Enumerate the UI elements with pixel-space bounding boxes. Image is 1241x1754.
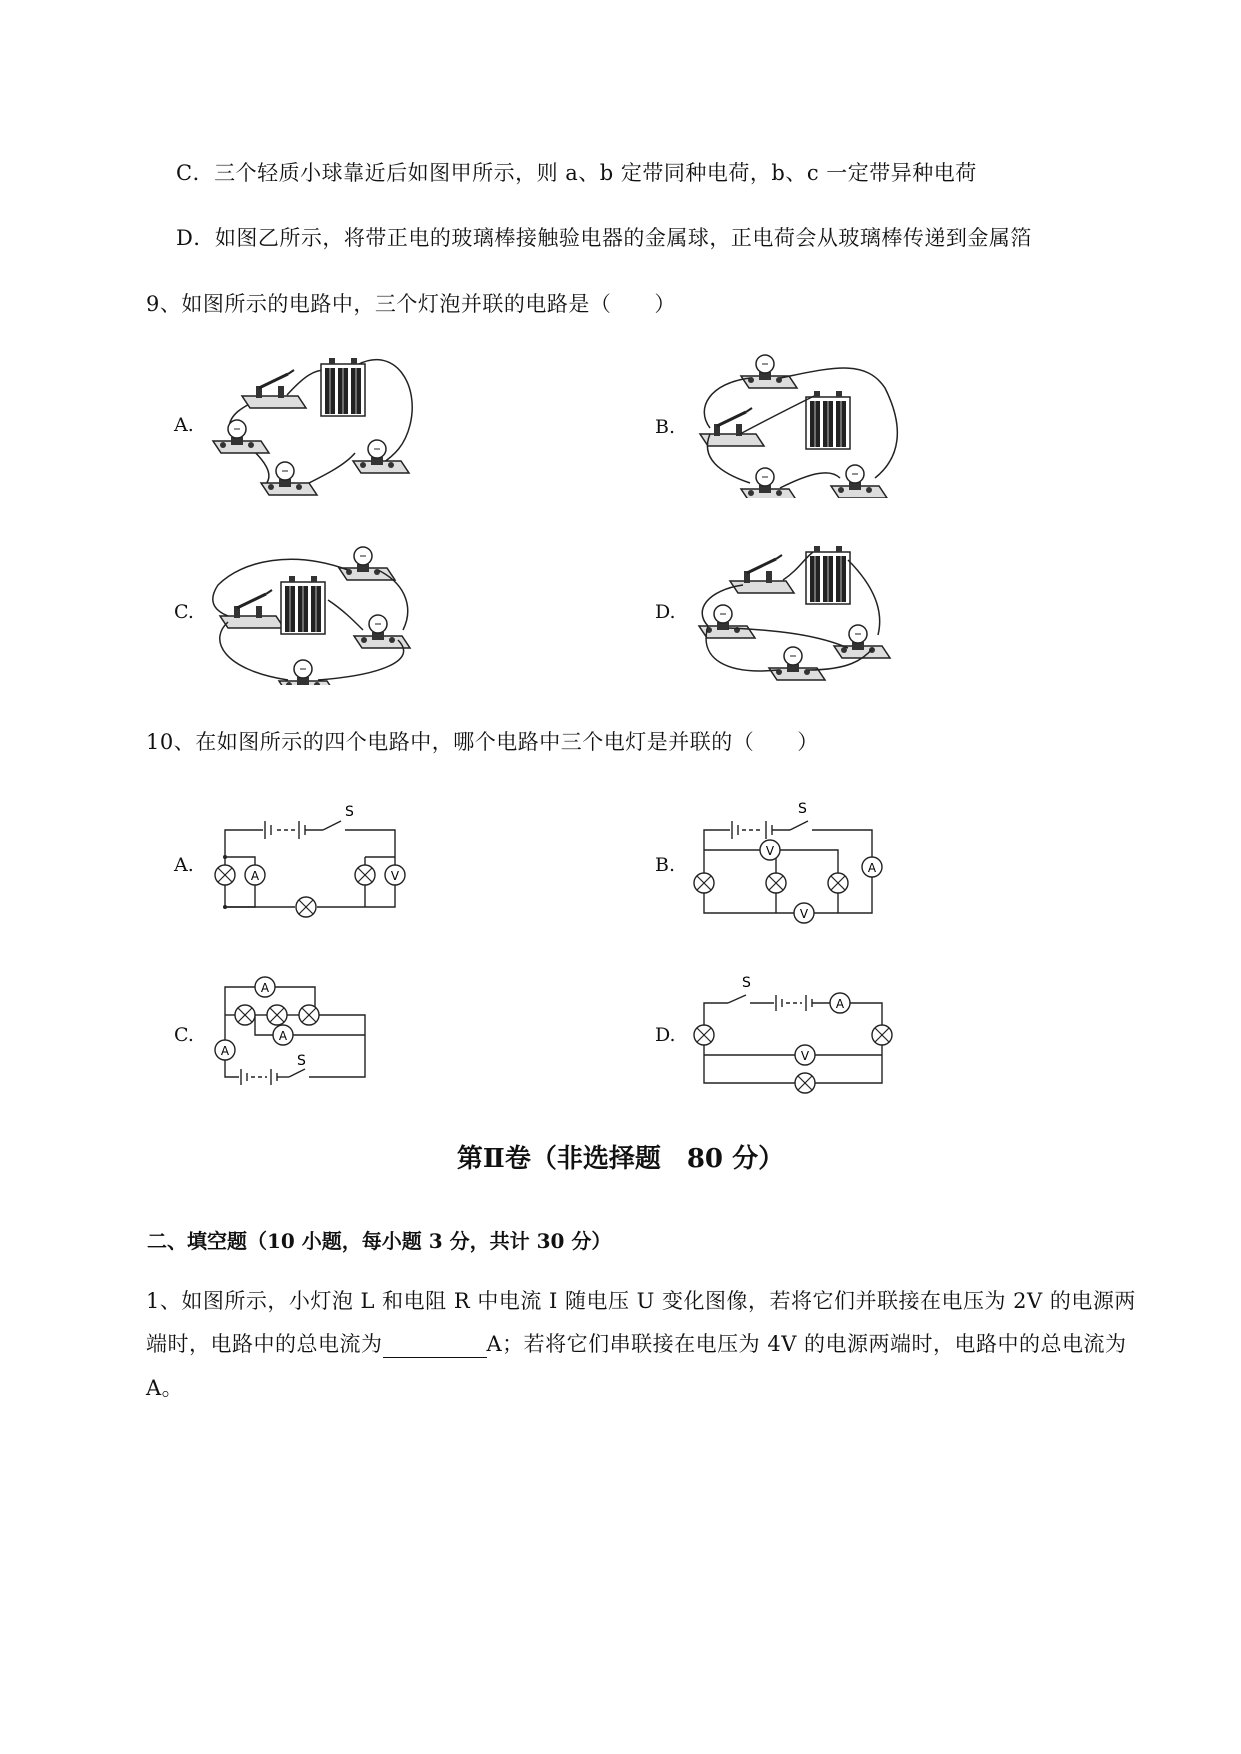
answer-blank-1[interactable] bbox=[383, 1335, 487, 1358]
q9-figure-d bbox=[688, 530, 903, 690]
knife-switch-icon bbox=[220, 590, 284, 628]
ammeter-label: A bbox=[278, 1029, 288, 1043]
q8-option-d: D．如图乙所示，将带正电的玻璃棒接触验电器的金属球，正电荷会从玻璃棒传递到金属箔 bbox=[176, 226, 1032, 250]
q9-stem: 9、如图所示的电路中，三个灯泡并联的电路是（ ） bbox=[146, 292, 676, 316]
switch-label: S bbox=[297, 1053, 306, 1069]
bulb-icon bbox=[279, 660, 335, 685]
battery-icon bbox=[806, 391, 850, 449]
q8-option-c: C．三个轻质小球靠近后如图甲所示，则 a、b 定带同种电荷，b、c 一定带异种电荷 bbox=[176, 161, 977, 185]
q9-option-d-label: D. bbox=[655, 601, 676, 623]
q10-figure-d bbox=[690, 965, 905, 1095]
lamp-icon bbox=[299, 1005, 319, 1025]
q9-option-b-label: B. bbox=[655, 416, 676, 438]
fill1-line1: 1、如图所示，小灯泡 L 和电阻 R 中电流 I 随电压 U 变化图像，若将它们并联接在电压为 2V 的电源两 bbox=[146, 1289, 1136, 1313]
lamp-icon bbox=[766, 873, 786, 893]
q10-option-c-label: C. bbox=[174, 1024, 194, 1046]
ammeter-label: A bbox=[867, 861, 877, 875]
q10-option-b-label: B. bbox=[655, 854, 676, 876]
fill1-line2 bbox=[146, 1328, 1127, 1358]
lamp-icon bbox=[795, 1073, 815, 1093]
q9-figure-b bbox=[690, 348, 905, 498]
knife-switch-icon bbox=[730, 555, 794, 593]
bulb-icon bbox=[213, 420, 269, 453]
bulb-icon bbox=[834, 625, 890, 658]
q10-figure-b bbox=[690, 795, 900, 930]
q9-figure-c bbox=[203, 530, 423, 685]
q9-option-c-label: C. bbox=[174, 601, 194, 623]
fill1-line2-start: 端时，电路中的总电流为 bbox=[146, 1332, 383, 1356]
lamp-icon bbox=[296, 897, 316, 917]
ammeter-label: A bbox=[260, 981, 270, 995]
lamp-icon bbox=[694, 873, 714, 893]
bulb-icon bbox=[699, 605, 755, 638]
battery-icon bbox=[281, 576, 325, 634]
fill1-line3: A。 bbox=[146, 1376, 184, 1400]
q10-figure-c bbox=[205, 965, 380, 1090]
ammeter-label: A bbox=[835, 997, 845, 1011]
section-heading: 二、填空题（10 小题，每小题 3 分，共计 30 分） bbox=[147, 1229, 612, 1253]
q10-stem: 10、在如图所示的四个电路中，哪个电路中三个电灯是并联的（ ） bbox=[146, 730, 819, 754]
switch-label: S bbox=[798, 801, 807, 817]
bulb-icon bbox=[741, 355, 797, 388]
voltmeter-label: V bbox=[800, 1049, 810, 1063]
lamp-icon bbox=[828, 873, 848, 893]
voltmeter-label: V bbox=[390, 869, 400, 883]
switch-label: S bbox=[742, 975, 751, 991]
lamp-icon bbox=[694, 1025, 714, 1045]
voltmeter-label: V bbox=[765, 844, 775, 858]
lamp-icon bbox=[235, 1005, 255, 1025]
lamp-icon bbox=[267, 1005, 287, 1025]
bulb-icon bbox=[353, 440, 409, 473]
q9-option-a-label: A. bbox=[174, 414, 194, 436]
q10-option-d-label: D. bbox=[655, 1024, 676, 1046]
q9-figure-a bbox=[205, 345, 420, 500]
q10-figure-a bbox=[205, 795, 410, 925]
q10-option-a-label: A. bbox=[174, 854, 194, 876]
battery-icon bbox=[321, 358, 365, 416]
voltmeter-label: V bbox=[799, 907, 809, 921]
switch-label: S bbox=[345, 804, 354, 820]
lamp-icon bbox=[215, 865, 235, 885]
bulb-icon bbox=[769, 647, 825, 680]
ammeter-label: A bbox=[250, 869, 260, 883]
battery-icon bbox=[806, 546, 850, 604]
lamp-icon bbox=[355, 865, 375, 885]
bulb-icon bbox=[831, 465, 887, 498]
section-title: 第Ⅱ卷（非选择题 80 分） bbox=[456, 1144, 785, 1174]
fill1-line2-end: A；若将它们串联接在电压为 4V 的电源两端时，电路中的总电流为 bbox=[486, 1332, 1127, 1356]
bulb-icon bbox=[354, 615, 410, 648]
lamp-icon bbox=[872, 1025, 892, 1045]
knife-switch-icon bbox=[242, 370, 306, 408]
ammeter-label: A bbox=[220, 1044, 230, 1058]
